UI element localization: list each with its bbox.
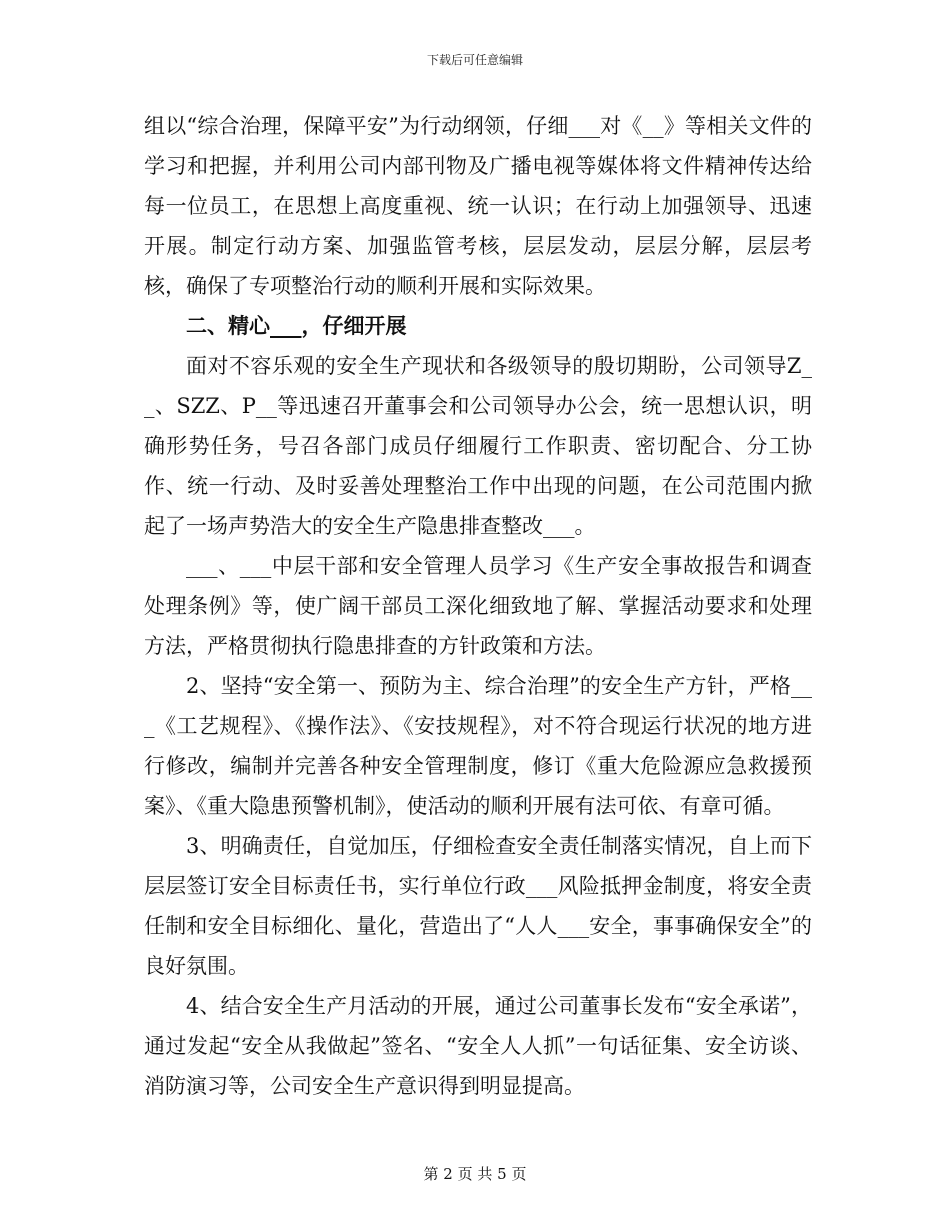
page-header: 下载后可任意编辑 [426,53,523,67]
section-heading-2: 二、精心___，仔细开展 [186,313,407,338]
paragraph-6: 4、结合安全生产月活动的开展，通过公司董事长发布“安全承诺”，通过发起“安全从我做起”签名、“安全人人抓”一句话征集、安全访谈、消防演习等，公司安全生产意识得到明显提高。 [144,994,812,1098]
paragraph-5: 3、明确责任，自觉加压，仔细检查安全责任制落实情况，自上而下层层签订安全目标责任书，实行单位行政___风险抵押金制度，将安全责任制和安全目标细化、量化，营造出了“人人___安全，事事确保安全”的良好氛围。 [144,834,812,978]
page-footer: 第 2 页 共 5 页 [423,1165,527,1183]
paragraph-4: 2、坚持“安全第一、预防为主、综合治理”的安全生产方针，严格___《工艺规程》、《操作法》、《安技规程》，对不符合现运行状况的地方进行修改，编制并完善各种安全管理制度，修订《重大危险源应急救援预案》、《重大隐患预警机制》，使活动的顺利开展有法可依、有章可循。 [144,674,812,818]
paragraph-1: 组以“综合治理，保障平安”为行动纲领，仔细___对《__》等相关文件的学习和把握，并利用公司内部刊物及广播电视等媒体将文件精神传达给每一位员工，在思想上高度重视、统一认识；在行动上加强领导、迅速开展。制定行动方案、加强监管考核，层层发动，层层分解，层层考核，确保了专项整治行动的顺利开展和实际效果。 [144,114,812,298]
paragraph-3: ___、___中层干部和安全管理人员学习《生产安全事故报告和调查处理条例》等，使广阔干部员工深化细致地了解、掌握活动要求和处理方法，严格贯彻执行隐患排查的方针政策和方法。 [144,554,812,658]
document-body [144,106,812,1106]
paragraph-2: 面对不容乐观的安全生产现状和各级领导的殷切期盼，公司领导Z__、SZZ、P__等迅速召开董事会和公司领导办公会，统一思想认识，明确形势任务，号召各部门成员仔细履行工作职责、密切配合、分工协作、统一行动、及时妥善处理整治工作中出现的问题，在公司范围内掀起了一场声势浩大的安全生产隐患排查整改___。 [144,354,812,538]
